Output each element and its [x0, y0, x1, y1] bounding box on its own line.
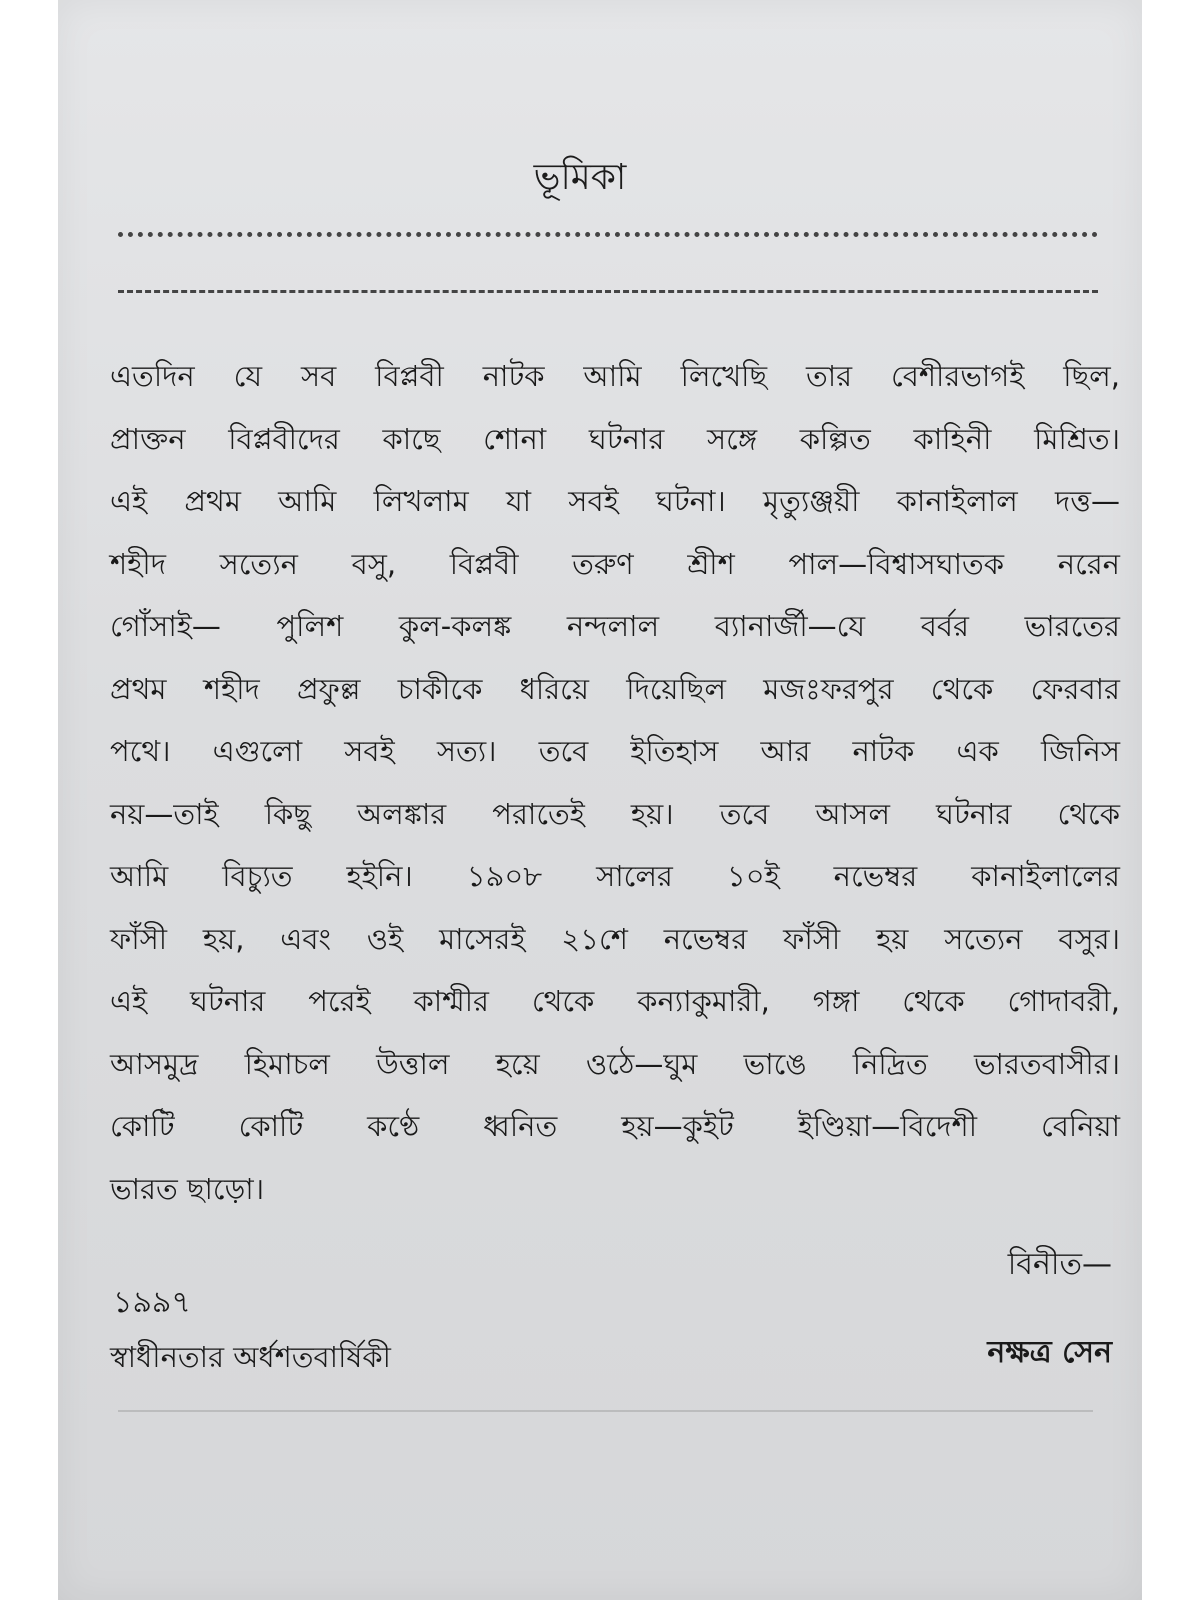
paragraph-line: এতদিন যে সব বিপ্লবী নাটক আমি লিখেছি তার বেশীরভাগই ছিল, — [110, 359, 1120, 393]
preface-paragraph — [110, 345, 1120, 1220]
paragraph-line: গোঁসাই— পুলিশ কুল-কলঙ্ক নন্দলাল ব্যানার্জী—যে বর্বর ভারতের — [110, 609, 1120, 643]
dashed-separator — [118, 290, 1098, 293]
paragraph-line: ফাঁসী হয়, এবং ওই মাসেরই ২১শে নভেম্বর ফাঁসী হয় সত্যেন বসুর। — [110, 921, 1120, 956]
page-title: ভূমিকা — [533, 157, 627, 198]
bottom-rule — [118, 1410, 1093, 1412]
paragraph-line: প্রথম শহীদ প্রফুল্ল চাকীকে ধরিয়ে দিয়েছিল মজঃফরপুর থেকে ফেরবার — [110, 671, 1120, 706]
paragraph-line: ভারত ছাড়ো। — [110, 1171, 265, 1206]
paragraph-line: এই প্রথম আমি লিখলাম যা সবই ঘটনা। মৃত্যুঞ্জয়ী কানাইলাল দত্ত— — [110, 484, 1120, 518]
year: ১৯৯৭ — [113, 1285, 191, 1320]
paragraph-line: কোটি কোটি কণ্ঠে ধ্বনিত হয়—কুইট ইণ্ডিয়া—বিদেশী বেনিয়া — [110, 1109, 1120, 1143]
paragraph-line: আমি বিচ্যুত হইনি। ১৯০৮ সালের ১০ই নভেম্বর কানাইলালের — [110, 859, 1120, 893]
closing-salutation: বিনীত— — [1007, 1247, 1112, 1282]
author-name: নক্ষত্র সেন — [987, 1335, 1112, 1370]
paragraph-line: এই ঘটনার পরেই কাশ্মীর থেকে কন্যাকুমারী, গঙ্গা থেকে গোদাবরী, — [110, 984, 1120, 1018]
paragraph-line: আসমুদ্র হিমাচল উত্তাল হয়ে ওঠে—ঘুম ভাঙে নিদ্রিত ভারতবাসীর। — [110, 1046, 1120, 1081]
book-page — [58, 0, 1142, 1600]
paragraph-line: নয়—তাই কিছু অলঙ্কার পরাতেই হয়। তবে আসল ঘটনার থেকে — [110, 796, 1120, 831]
paragraph-line: শহীদ সত্যেন বসু, বিপ্লবী তরুণ শ্রীশ পাল—বিশ্বাসঘাতক নরেন — [110, 546, 1120, 581]
paragraph-line: পথে। এগুলো সবই সত্য। তবে ইতিহাস আর নাটক এক জিনিস — [110, 734, 1120, 768]
dotted-separator — [118, 232, 1098, 237]
paragraph-line: প্রাক্তন বিপ্লবীদের কাছে শোনা ঘটনার সঙ্গে কল্পিত কাহিনী মিশ্রিত। — [110, 421, 1120, 456]
occasion-text: স্বাধীনতার অর্ধশতবার্ষিকী — [110, 1340, 391, 1374]
